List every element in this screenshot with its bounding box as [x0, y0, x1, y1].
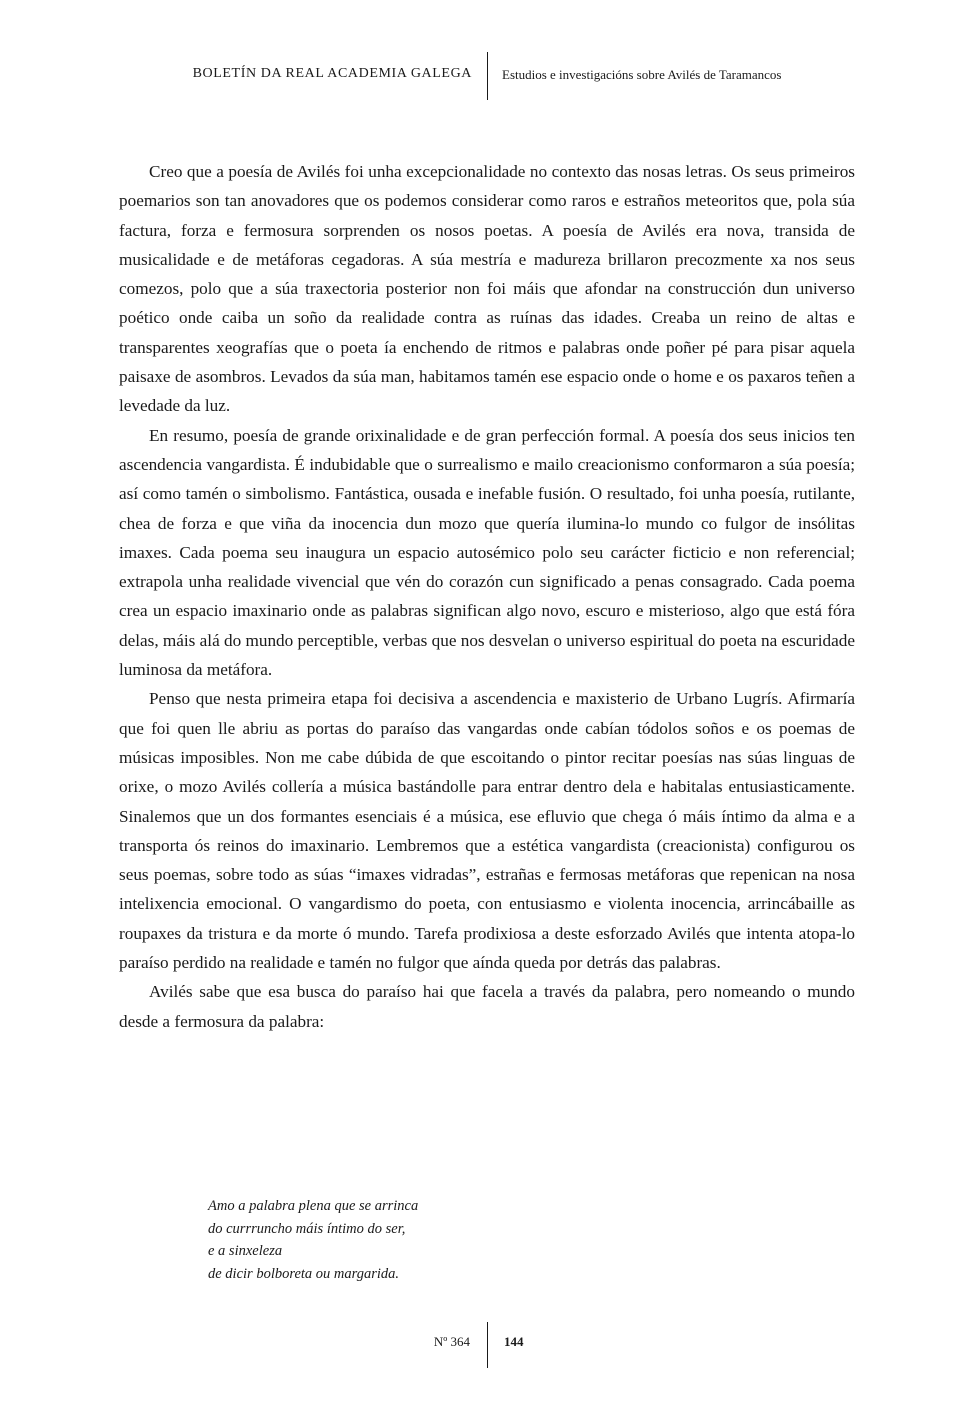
- paragraph: Penso que nesta primeira etapa foi decisiva a ascendencia e maxisterio de Urbano Lugrís. Afirmaría que foi quen lle abriu as portas do paraíso das vangardas onde cabían tódolos soños e os poemas de músicas imposibles. Non me cabe dúbida de que escoitando o pintor recitar poesías nas súas linguas de orixe, o mozo Avilés collería a música bastándolle para entrar dentro dela e habitalas entusiasticamente. Sinalemos que un dos formantes esenciais é a música, ese efluvio que chega ó máis íntimo da alma e a transporta ós reinos do imaxinario. Lembremos que a estética vangardista (creacionista) configurou os seus poemas, sobre todo as súas “imaxes vidradas”, estrañas e fermosas metáforas que repenican na nosa intelixencia emocional. O vangardismo do poeta, con entusiasmo e violenta inocencia, arrincábaille as roupaxes da tristura e da morte ó mundo. Tarefa prodixiosa a deste esforzado Avilés que intenta atopa-lo paraíso perdido na realidade e tamén no fulgor que aínda queda por detrás das palabras.: [119, 689, 855, 973]
- verse-quotation: [208, 1195, 608, 1285]
- footer-divider: [487, 1322, 488, 1368]
- article-body: [119, 157, 855, 1036]
- journal-title: BOLETÍN DA REAL ACADEMIA GALEGA: [192, 66, 472, 81]
- paragraph: Avilés sabe que esa busca do paraíso hai que facela a través da palabra, pero nomeando o mundo desde a fermosura da palabra:: [119, 982, 855, 1031]
- header-divider: [487, 52, 488, 100]
- running-head: [0, 64, 975, 100]
- verse-line: Amo a palabra plena que se arrinca: [208, 1198, 419, 1214]
- issue-number: Nº 364: [433, 1334, 470, 1349]
- verse-line: e a sinxeleza: [208, 1243, 283, 1259]
- paragraph: En resumo, poesía de grande orixinalidade e de gran perfección formal. A poesía dos seus inicios ten ascendencia vangardista. É indubidable que o surrealismo e mailo creacionismo conformaron a súa poesía; así como tamén o simbolismo. Fantástica, ousada e inefable fusión. O resultado, foi unha poesía, rutilante, chea de forza e que viña da inocencia dun mozo que quería ilumina-lo mundo co fulgor de insólitas imaxes. Cada poema seu inaugura un espacio autosémico polo seu carácter ficticio e non referencial; extrapola unha realidade vivencial que vén do corazón cun significado a penas consagrado. Cada poema crea un espacio imaxinario onde as palabras significan algo novo, escuro e misterioso, algo que está fóra delas, máis alá do mundo perceptible, verbas que nos desvelan o universo espiritual do poeta na escuridade luminosa da metáfora.: [119, 425, 855, 680]
- page-footer: [0, 1322, 975, 1372]
- page-number: 144: [504, 1334, 524, 1349]
- verse-line: de dicir bolboreta ou margarida.: [208, 1265, 400, 1282]
- section-title: Estudios e investigacións sobre Avilés de Taramancos: [502, 67, 782, 82]
- verse-line: do currruncho máis íntimo do ser,: [208, 1220, 406, 1237]
- paragraph: Creo que a poesía de Avilés foi unha excepcionalidade no contexto das nosas letras. Os seus primeiros poemarios son tan anovadores que os podemos considerar como raros e estraños meteoritos que, pola súa factura, forza e fermosura sorprenden os nosos poetas. A poesía de Avilés era nova, transida de musicalidade e de metáforas cegadoras. A súa mestría e madureza brillaron precozmente xa nos seus comezos, polo que a súa traxectoria posterior non foi máis que afondar na construcción dun universo poético onde caiba un soño da realidade contra as ruínas das idades. Creaba un reino de altas e transparentes xeografías que o poeta ía enchendo de ritmos e palabras onde poñer pé para pisar aquela paisaxe de asombros. Levados da súa man, habitamos tamén ese espacio onde o home e os paxaros teñen a levedade da luz.: [119, 162, 855, 416]
